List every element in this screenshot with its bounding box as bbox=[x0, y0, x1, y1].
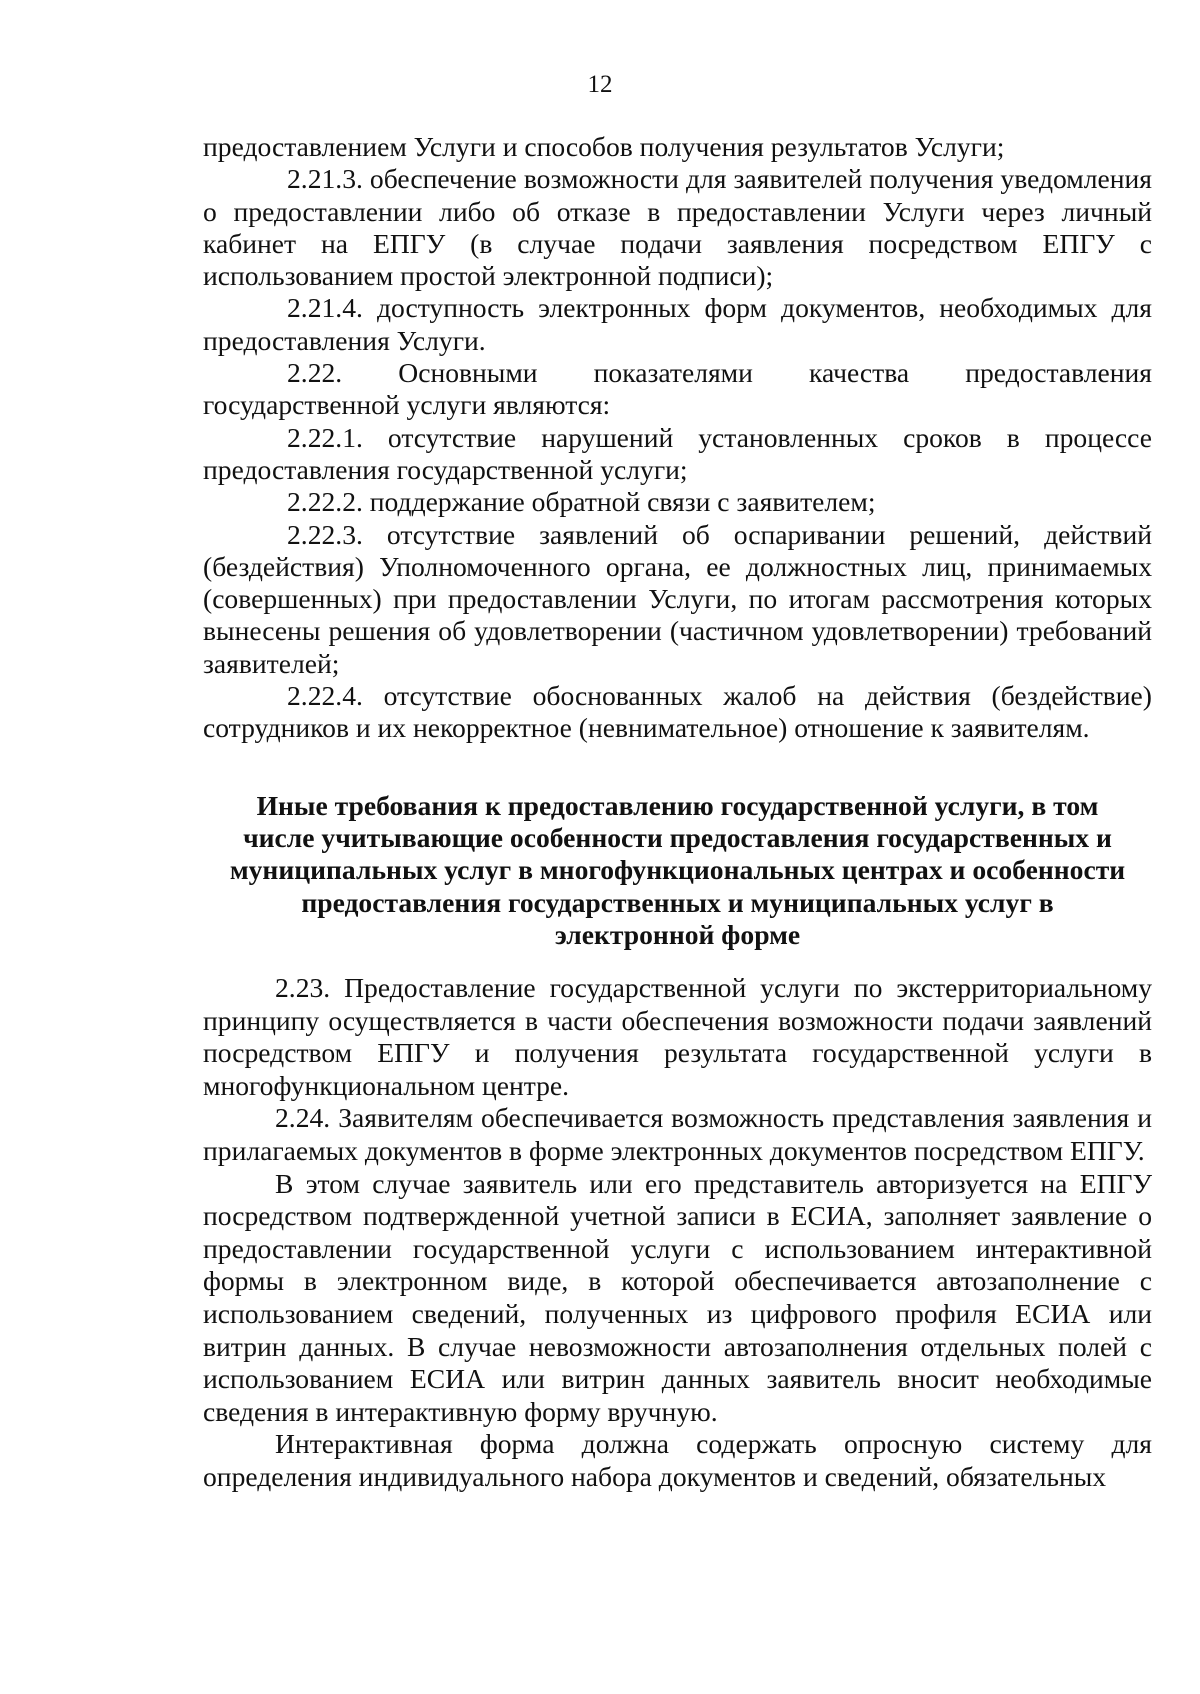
heading-line: числе учитывающие особенности предоставления государственных и bbox=[243, 822, 1112, 854]
paragraph-2-22-2: 2.22.2. поддержание обратной связи с заявителем; bbox=[287, 486, 876, 518]
paragraph-2-22-1: 2.22.1. отсутствие нарушений установленных сроков в процессе предоставления государственной услуги; bbox=[203, 421, 1152, 485]
heading-line: Иные требования к предоставлению государственной услуги, в том bbox=[256, 790, 1099, 821]
paragraph-authorization: В этом случае заявитель или его представитель авторизуется на ЕПГУ посредством подтвержденной учетной записи в ЕСИА, заполняет заявление о предоставлении государственной услуги с использованием интерактивной формы в электронном виде, в которой обеспечивается автозаполнение с использованием сведений, полученных из цифрового профиля ЕСИА или витрин данных. В случае невозможности автозаполнения отдельных полей с использованием ЕСИА или витрин данных заявитель вносит необходимые сведения в интерактивную форму вручную. bbox=[203, 1167, 1152, 1427]
page-number: 12 bbox=[587, 71, 613, 98]
paragraph-2-24: 2.24. Заявителям обеспечивается возможность представления заявления и прилагаемых документов в форме электронных документов посредством ЕПГУ. bbox=[203, 1102, 1152, 1166]
paragraph-2-23: 2.23. Предоставление государственной услуги по экстерриториальному принципу осуществляется в части обеспечения возможности подачи заявлений посредством ЕПГУ и получения результата государственной услуги в многофункциональном центре. bbox=[203, 972, 1152, 1101]
section-other-requirements bbox=[203, 972, 1152, 1494]
heading-line: муниципальных услуг в многофункциональных центрах и особенности bbox=[229, 854, 1126, 886]
paragraph-interactive-form: Интерактивная форма должна содержать опросную систему для определения индивидуального набора документов и сведений, обязательных bbox=[203, 1428, 1152, 1492]
paragraph-2-22-3: 2.22.3. отсутствие заявлений об оспаривании решений, действий (бездействия) Уполномоченного органа, ее должностных лиц, принимаемых (совершенных) при предоставлении Услуги, по итогам рассмотрения которых вынесены решения об удовлетворении (частичном удовлетворении) требований заявителей; bbox=[203, 518, 1152, 679]
paragraph-2-21-4: 2.21.4. доступность электронных форм документов, необходимых для предоставления Услуги. bbox=[203, 292, 1152, 356]
section-heading bbox=[203, 790, 1152, 951]
paragraph-2-22-4: 2.22.4. отсутствие обоснованных жалоб на действия (бездействие) сотрудников и их некорректное (невнимательное) отношение к заявителям. bbox=[203, 680, 1152, 744]
paragraph: предоставлением Услуги и способов получения результатов Услуги; bbox=[203, 131, 1005, 162]
section-quality-indicators bbox=[203, 131, 1152, 745]
heading-line: электронной форме bbox=[554, 918, 801, 950]
paragraph-2-21-3: 2.21.3. обеспечение возможности для заявителей получения уведомления о предоставлении либо об отказе в предоставлении Услуги через личный кабинет на ЕПГУ (в случае подачи заявления посредством ЕПГУ с использованием простой электронной подписи); bbox=[203, 163, 1152, 292]
paragraph-2-22: 2.22. Основными показателями качества предоставления государственной услуги являются: bbox=[203, 357, 1152, 421]
heading-line: предоставления государственных и муниципальных услуг в bbox=[301, 886, 1054, 918]
